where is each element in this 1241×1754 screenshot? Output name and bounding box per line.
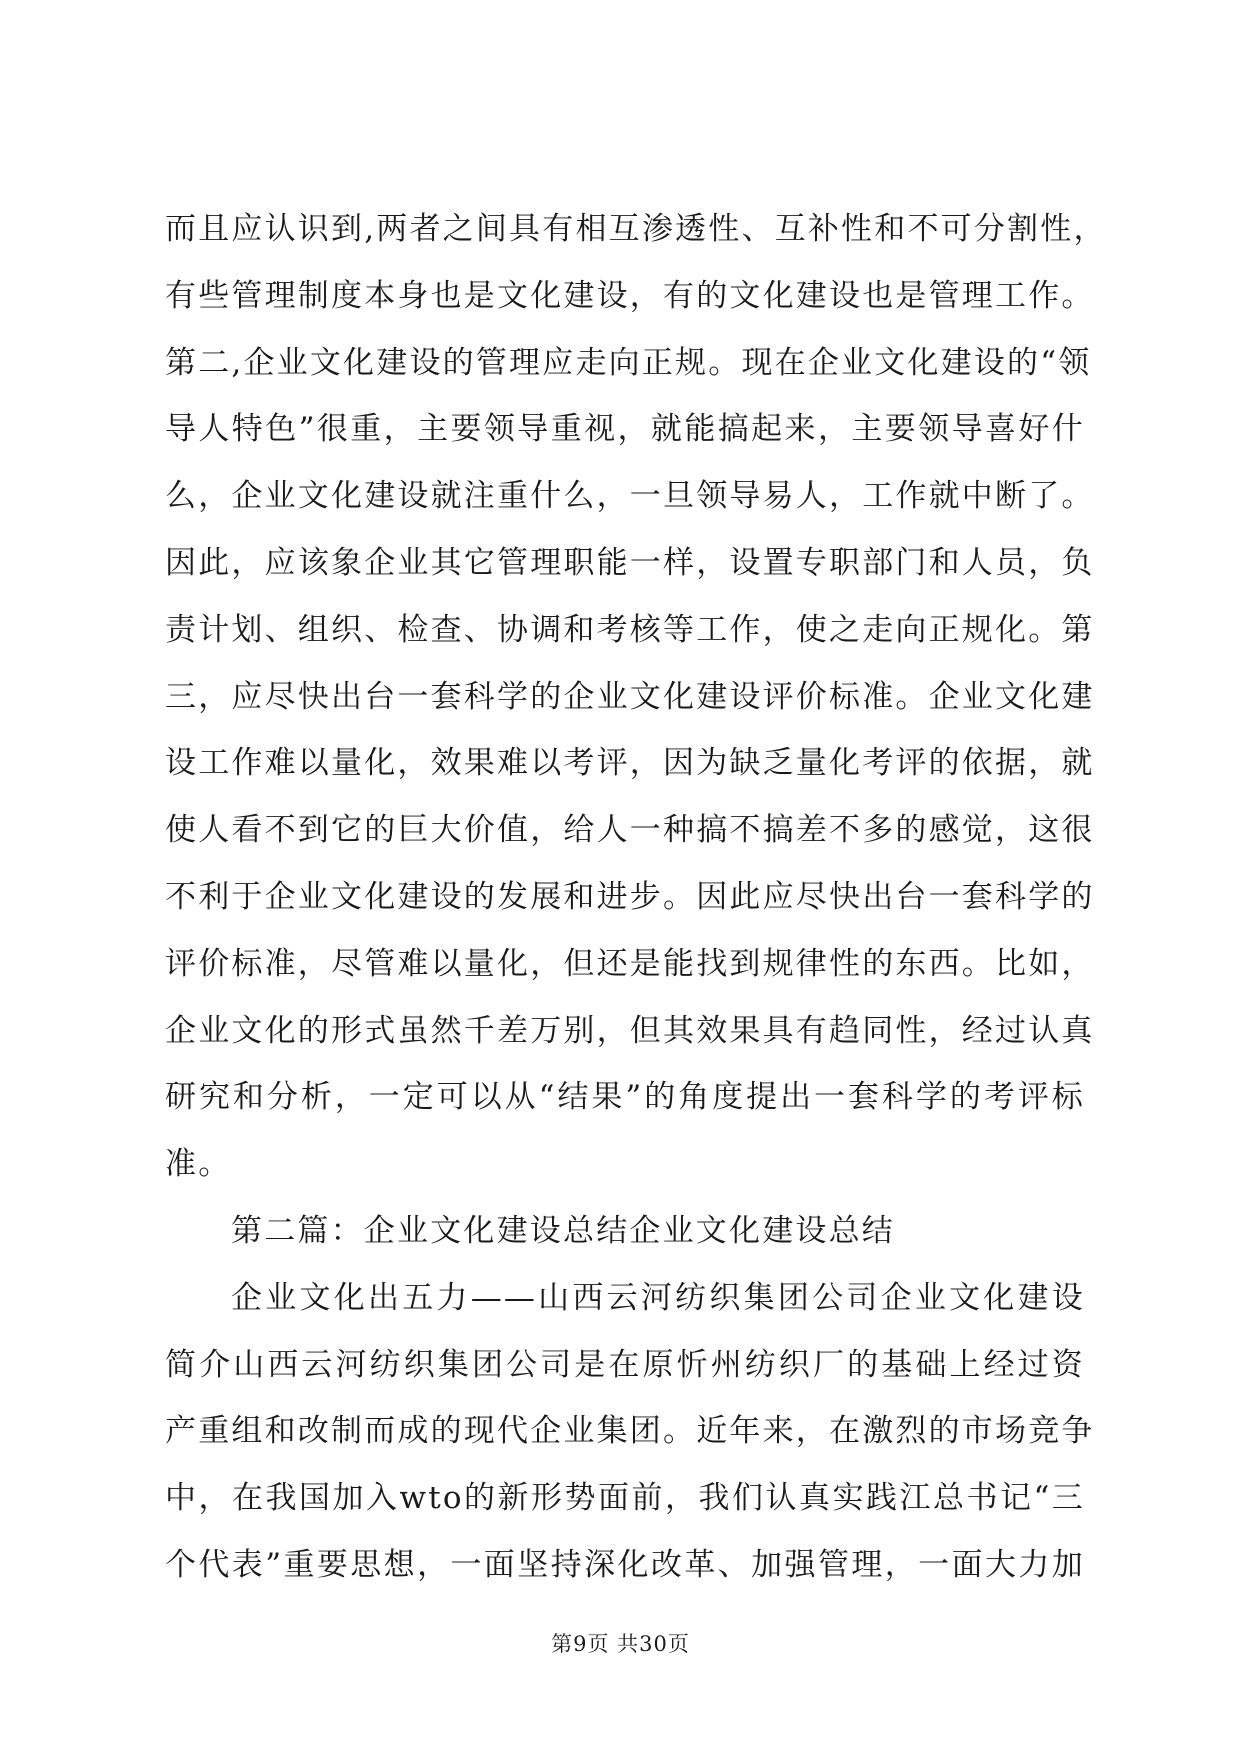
page-number-footer: 第9页 共30页 — [551, 1632, 690, 1656]
text-line: 设工作难以量化，效果难以考评，因为缺乏量化考评的依据，就 — [165, 745, 1095, 782]
text-line: 三，应尽快出台一套科学的企业文化建设评价标准。企业文化建 — [165, 678, 1095, 715]
text-line: 有些管理制度本身也是文化建设，有的文化建设也是管理工作。 — [165, 277, 1095, 314]
text-line: 评价标准，尽管难以量化，但还是能找到规律性的东西。比如， — [165, 945, 1095, 982]
text-line: 不利于企业文化建设的发展和进步。因此应尽快出台一套科学的 — [165, 878, 1095, 915]
text-line: 么，企业文化建设就注重什么，一旦领导易人，工作就中断了。 — [165, 478, 1095, 515]
text-line: 第二,企业文化建设的管理应走向正规。现在企业文化建设的“领 — [165, 344, 1092, 381]
text-line: 企业文化出五力——山西云河纺织集团公司企业文化建设 — [231, 1279, 1085, 1316]
text-line: 企业文化的形式虽然千差万别，但其效果具有趋同性，经过认真 — [165, 1012, 1095, 1049]
text-line: 责计划、组织、检查、协调和考核等工作，使之走向正规化。第 — [165, 611, 1095, 648]
text-line: 个代表”重要思想，一面坚持深化改革、加强管理，一面大力加 — [165, 1546, 1085, 1583]
text-line: 中，在我国加入wto的新形势面前，我们认真实践江总书记“三 — [165, 1480, 1085, 1517]
text-line: 导人特色”很重，主要领导重视，就能搞起来，主要领导喜好什 — [165, 411, 1085, 448]
text-line: 简介山西云河纺织集团公司是在原忻州纺织厂的基础上经过资 — [165, 1346, 1085, 1383]
text-line: 准。 — [165, 1146, 232, 1183]
text-line: 产重组和改制而成的现代企业集团。近年来，在激烈的市场竞争 — [165, 1413, 1095, 1450]
body-text — [165, 196, 1107, 1599]
section-heading: 第二篇：企业文化建设总结企业文化建设总结 — [231, 1212, 895, 1249]
text-line: 研究和分析，一定可以从“结果”的角度提出一套科学的考评标 — [165, 1079, 1085, 1116]
text-line: 因此，应该象企业其它管理职能一样，设置专职部门和人员，负 — [165, 544, 1095, 581]
text-line: 而且应认识到,两者之间具有相互渗透性、互补性和不可分割性， — [165, 211, 1107, 247]
text-line: 使人看不到它的巨大价值，给人一种搞不搞差不多的感觉，这很 — [165, 812, 1095, 849]
